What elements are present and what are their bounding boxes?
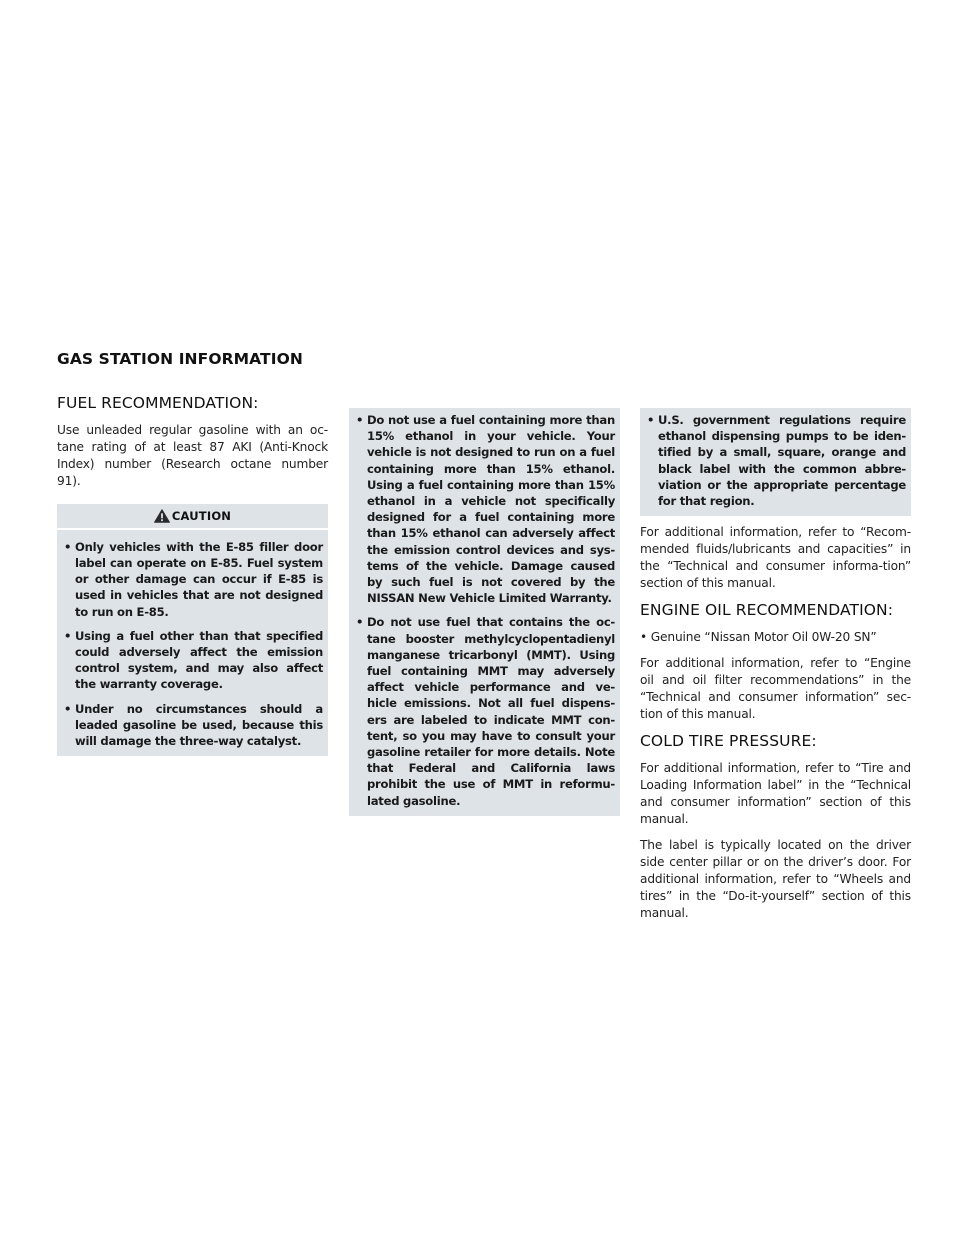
fuel-additional-info: For additional information, refer to “Recom-mended fluids/lubricants and capacities” in the “Technical and consumer informa-tion” section of this manual. bbox=[640, 525, 911, 591]
bullet-mark: • bbox=[356, 413, 364, 427]
caution-box bbox=[57, 530, 328, 756]
engine-oil-heading: ENGINE OIL RECOMMENDATION: bbox=[640, 601, 894, 620]
bullet-mark: • bbox=[64, 701, 72, 716]
caution-item: • Do not use fuel that contains the oc-tane booster methylcyclopentadienyl manganese tricarbonyl (MMT). Using fuel containing MMT may adversely affect vehicle performance and ve-hicle emissions. Not all fuel dispens-ers are labeled to indicate MMT con-tent, so you may have to consult your gasoline retailer for more details. Note that Federal and California laws prohibit the use of MMT in reformu-lated gasoline. bbox=[356, 615, 615, 808]
bullet-mark: • bbox=[64, 539, 72, 554]
caution-item: • Only vehicles with the E-85 filler door label can operate on E-85. Fuel system or other damage can occur if E-85 is used in vehicles that are not designed to run on E-85. bbox=[64, 539, 323, 619]
column-1 bbox=[57, 395, 328, 756]
caution-item: • U.S. government regulations require ethanol dispensing pumps to be iden-tified by a small, square, orange and black label with the common abbre-viation or the appropriate percentage for that region. bbox=[647, 413, 906, 509]
fuel-recommendation-heading: FUEL RECOMMENDATION: bbox=[57, 394, 259, 412]
caution-header bbox=[57, 504, 328, 528]
caution-item: • Using a fuel other than that specified could adversely affect the emission control system, and may also affect the warranty coverage. bbox=[64, 628, 323, 692]
caution-box-continued bbox=[640, 408, 911, 516]
bullet-mark: • bbox=[647, 413, 655, 427]
column-3 bbox=[640, 408, 911, 931]
caution-label: CAUTION bbox=[171, 508, 232, 523]
caution-box-continued bbox=[349, 408, 620, 816]
caution-item: • Do not use a fuel containing more than 15% ethanol in your vehicle. Your vehicle is not designed to run on a fuel containing more than 15% ethanol. Using a fuel containing more than 15% ethanol in a vehicle not specifically designed for a fuel containing more than 15% ethanol can adversely affect the emission control devices and sys-tems of the vehicle. Damage caused by such fuel is not covered by the NISSAN New Vehicle Limited Warranty. bbox=[356, 413, 615, 606]
bullet-mark: • bbox=[64, 628, 72, 643]
section-title: GAS STATION INFORMATION bbox=[57, 350, 303, 368]
tire-pressure-text-1: For additional information, refer to “Tire and Loading Information label” in the “Technical and consumer information” section of this manual. bbox=[640, 760, 911, 826]
bullet-mark: • bbox=[356, 615, 364, 630]
caution-item: • Under no circumstances should a leaded gasoline be used, because this will damage the three-way catalyst. bbox=[64, 701, 323, 749]
column-2 bbox=[349, 408, 620, 816]
warning-triangle-icon bbox=[154, 509, 170, 523]
cold-tire-pressure-heading: COLD TIRE PRESSURE: bbox=[640, 732, 817, 751]
tire-pressure-text-2: The label is typically located on the driver side center pillar or on the driver’s door. For additional information, refer to “Wheels and tires” in the “Do-it-yourself” section of this manual. bbox=[640, 837, 911, 920]
fuel-recommendation-text: Use unleaded regular gasoline with an oc-tane rating of at least 87 AKI (Anti-Knock Index) number (Research octane number 91). bbox=[57, 422, 328, 488]
engine-oil-item: • Genuine “Nissan Motor Oil 0W-20 SN” bbox=[640, 630, 877, 645]
engine-oil-text: For additional information, refer to “Engine oil and oil filter recommendations” in the “Technical and consumer information” sec-tion of this manual. bbox=[640, 656, 911, 722]
